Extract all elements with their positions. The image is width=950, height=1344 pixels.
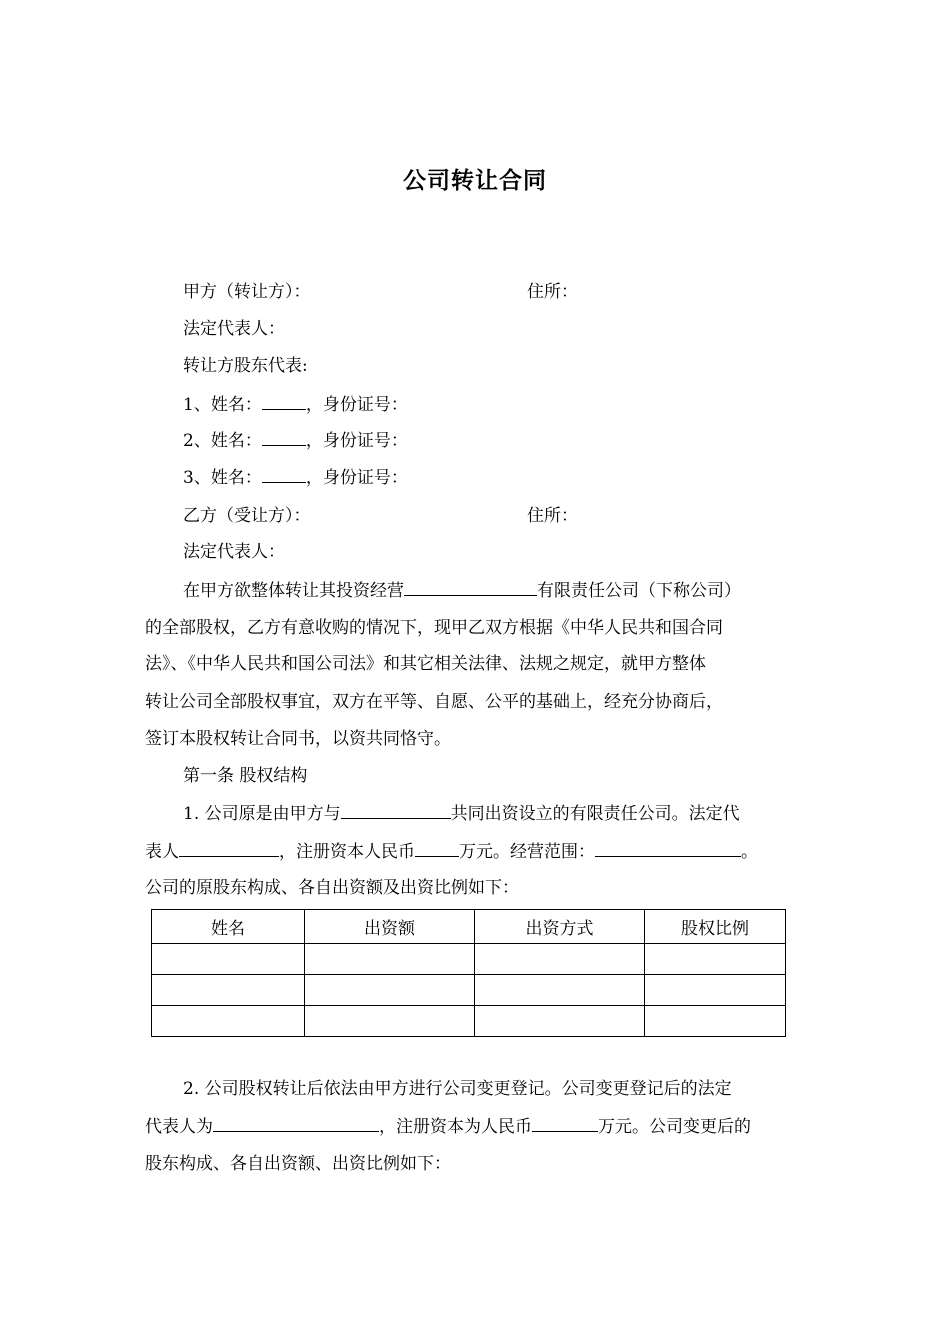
col-header-method: 出资方式 [475,910,645,944]
p2-text-c: 万元。公司变更后的 [598,1117,751,1137]
party-a-legal-rep: 法定代表人： [183,319,285,339]
rep-3-suffix: ，身份证号： [305,468,408,488]
original-shareholder-table [151,909,786,1037]
rep-1-prefix: 1、姓名： [183,395,262,415]
preamble-text-b: 有限责任公司（下称公司） [537,581,741,601]
table-cell[interactable] [475,975,645,1006]
company-name-blank[interactable] [404,578,537,596]
p1-text-a: 1. 公司原是由甲方与 [183,804,341,824]
table-cell[interactable] [152,1006,305,1037]
p1-line2-text-c: 万元。经营范围： [459,842,595,862]
col-header-ratio: 股权比例 [645,910,786,944]
preamble-text-a: 在甲方欲整体转让其投资经营 [183,581,404,601]
rep-1-suffix: ，身份证号： [305,395,408,415]
table-cell[interactable] [305,1006,475,1037]
table-cell[interactable] [305,975,475,1006]
p1-line2-text-a: 表人 [145,842,179,862]
preamble-line-1 [183,578,741,603]
rep-2-suffix: ，身份证号： [305,431,408,451]
rep-line-1 [183,392,408,417]
party-b-legal-rep: 法定代表人： [183,542,285,562]
rep-3-name-blank[interactable] [262,465,306,483]
rep-line-2 [183,428,408,453]
article-1-p1-line-2 [145,839,758,864]
table-row [152,1006,786,1037]
table-cell[interactable] [645,1006,786,1037]
table-cell[interactable] [645,975,786,1006]
article-1-p2-line-3: 股东构成、各自出资额、出资比例如下： [145,1154,451,1174]
preamble-line-3: 法》、《中华人民共和国公司法》和其它相关法律、法规之规定，就甲方整体 [145,654,706,674]
preamble-line-5: 签订本股权转让合同书，以资共同恪守。 [145,729,451,749]
article-1-p1-line-3: 公司的原股东构成、各自出资额及出资比例如下： [145,878,519,898]
new-legal-rep-blank[interactable] [213,1114,379,1132]
party-a-address-label: 住所： [527,282,578,302]
preamble-line-2: 的全部股权，乙方有意收购的情况下，现甲乙双方根据《中华人民共和国合同 [145,618,723,638]
party-a-label: 甲方（转让方）： [183,282,311,302]
p1-text-b: 共同出资设立的有限责任公司。法定代 [450,804,740,824]
co-investor-blank[interactable] [341,801,451,819]
article-1-heading: 第一条 股权结构 [183,766,308,786]
capital-blank[interactable] [415,839,459,857]
party-b-label: 乙方（受让方）： [183,506,311,526]
rep-line-3 [183,465,408,490]
preamble-line-4: 转让公司全部股权事宜，双方在平等、自愿、公平的基础上，经充分协商后， [145,692,723,712]
document-title: 公司转让合同 [403,168,547,194]
table-cell[interactable] [645,944,786,975]
p1-line2-text-b: ，注册资本人民币 [279,842,415,862]
col-header-name: 姓名 [152,910,305,944]
new-capital-blank[interactable] [532,1114,598,1132]
table-row [152,944,786,975]
article-1-p2-line-2 [145,1114,751,1139]
table-cell[interactable] [152,975,305,1006]
rep-3-prefix: 3、姓名： [183,468,262,488]
table-cell[interactable] [475,944,645,975]
p1-line2-text-d: 。 [741,842,758,862]
rep-1-name-blank[interactable] [262,392,306,410]
shareholder-reps-label: 转让方股东代表: [183,356,308,376]
p2-text-b: ，注册资本为人民币 [379,1117,532,1137]
rep-2-name-blank[interactable] [262,428,306,446]
rep-2-prefix: 2、姓名： [183,431,262,451]
article-1-p1-line-1 [183,801,740,826]
article-1-p2-line-1: 2. 公司股权转让后依法由甲方进行公司变更登记。公司变更登记后的法定 [183,1079,732,1099]
table-header-row [152,910,786,944]
table-cell[interactable] [152,944,305,975]
legal-rep-blank[interactable] [179,839,279,857]
p2-text-a: 代表人为 [145,1117,213,1137]
party-b-address-label: 住所： [527,506,578,526]
table-row [152,975,786,1006]
table-cell[interactable] [305,944,475,975]
table-cell[interactable] [475,1006,645,1037]
col-header-capital: 出资额 [305,910,475,944]
business-scope-blank[interactable] [595,839,741,857]
